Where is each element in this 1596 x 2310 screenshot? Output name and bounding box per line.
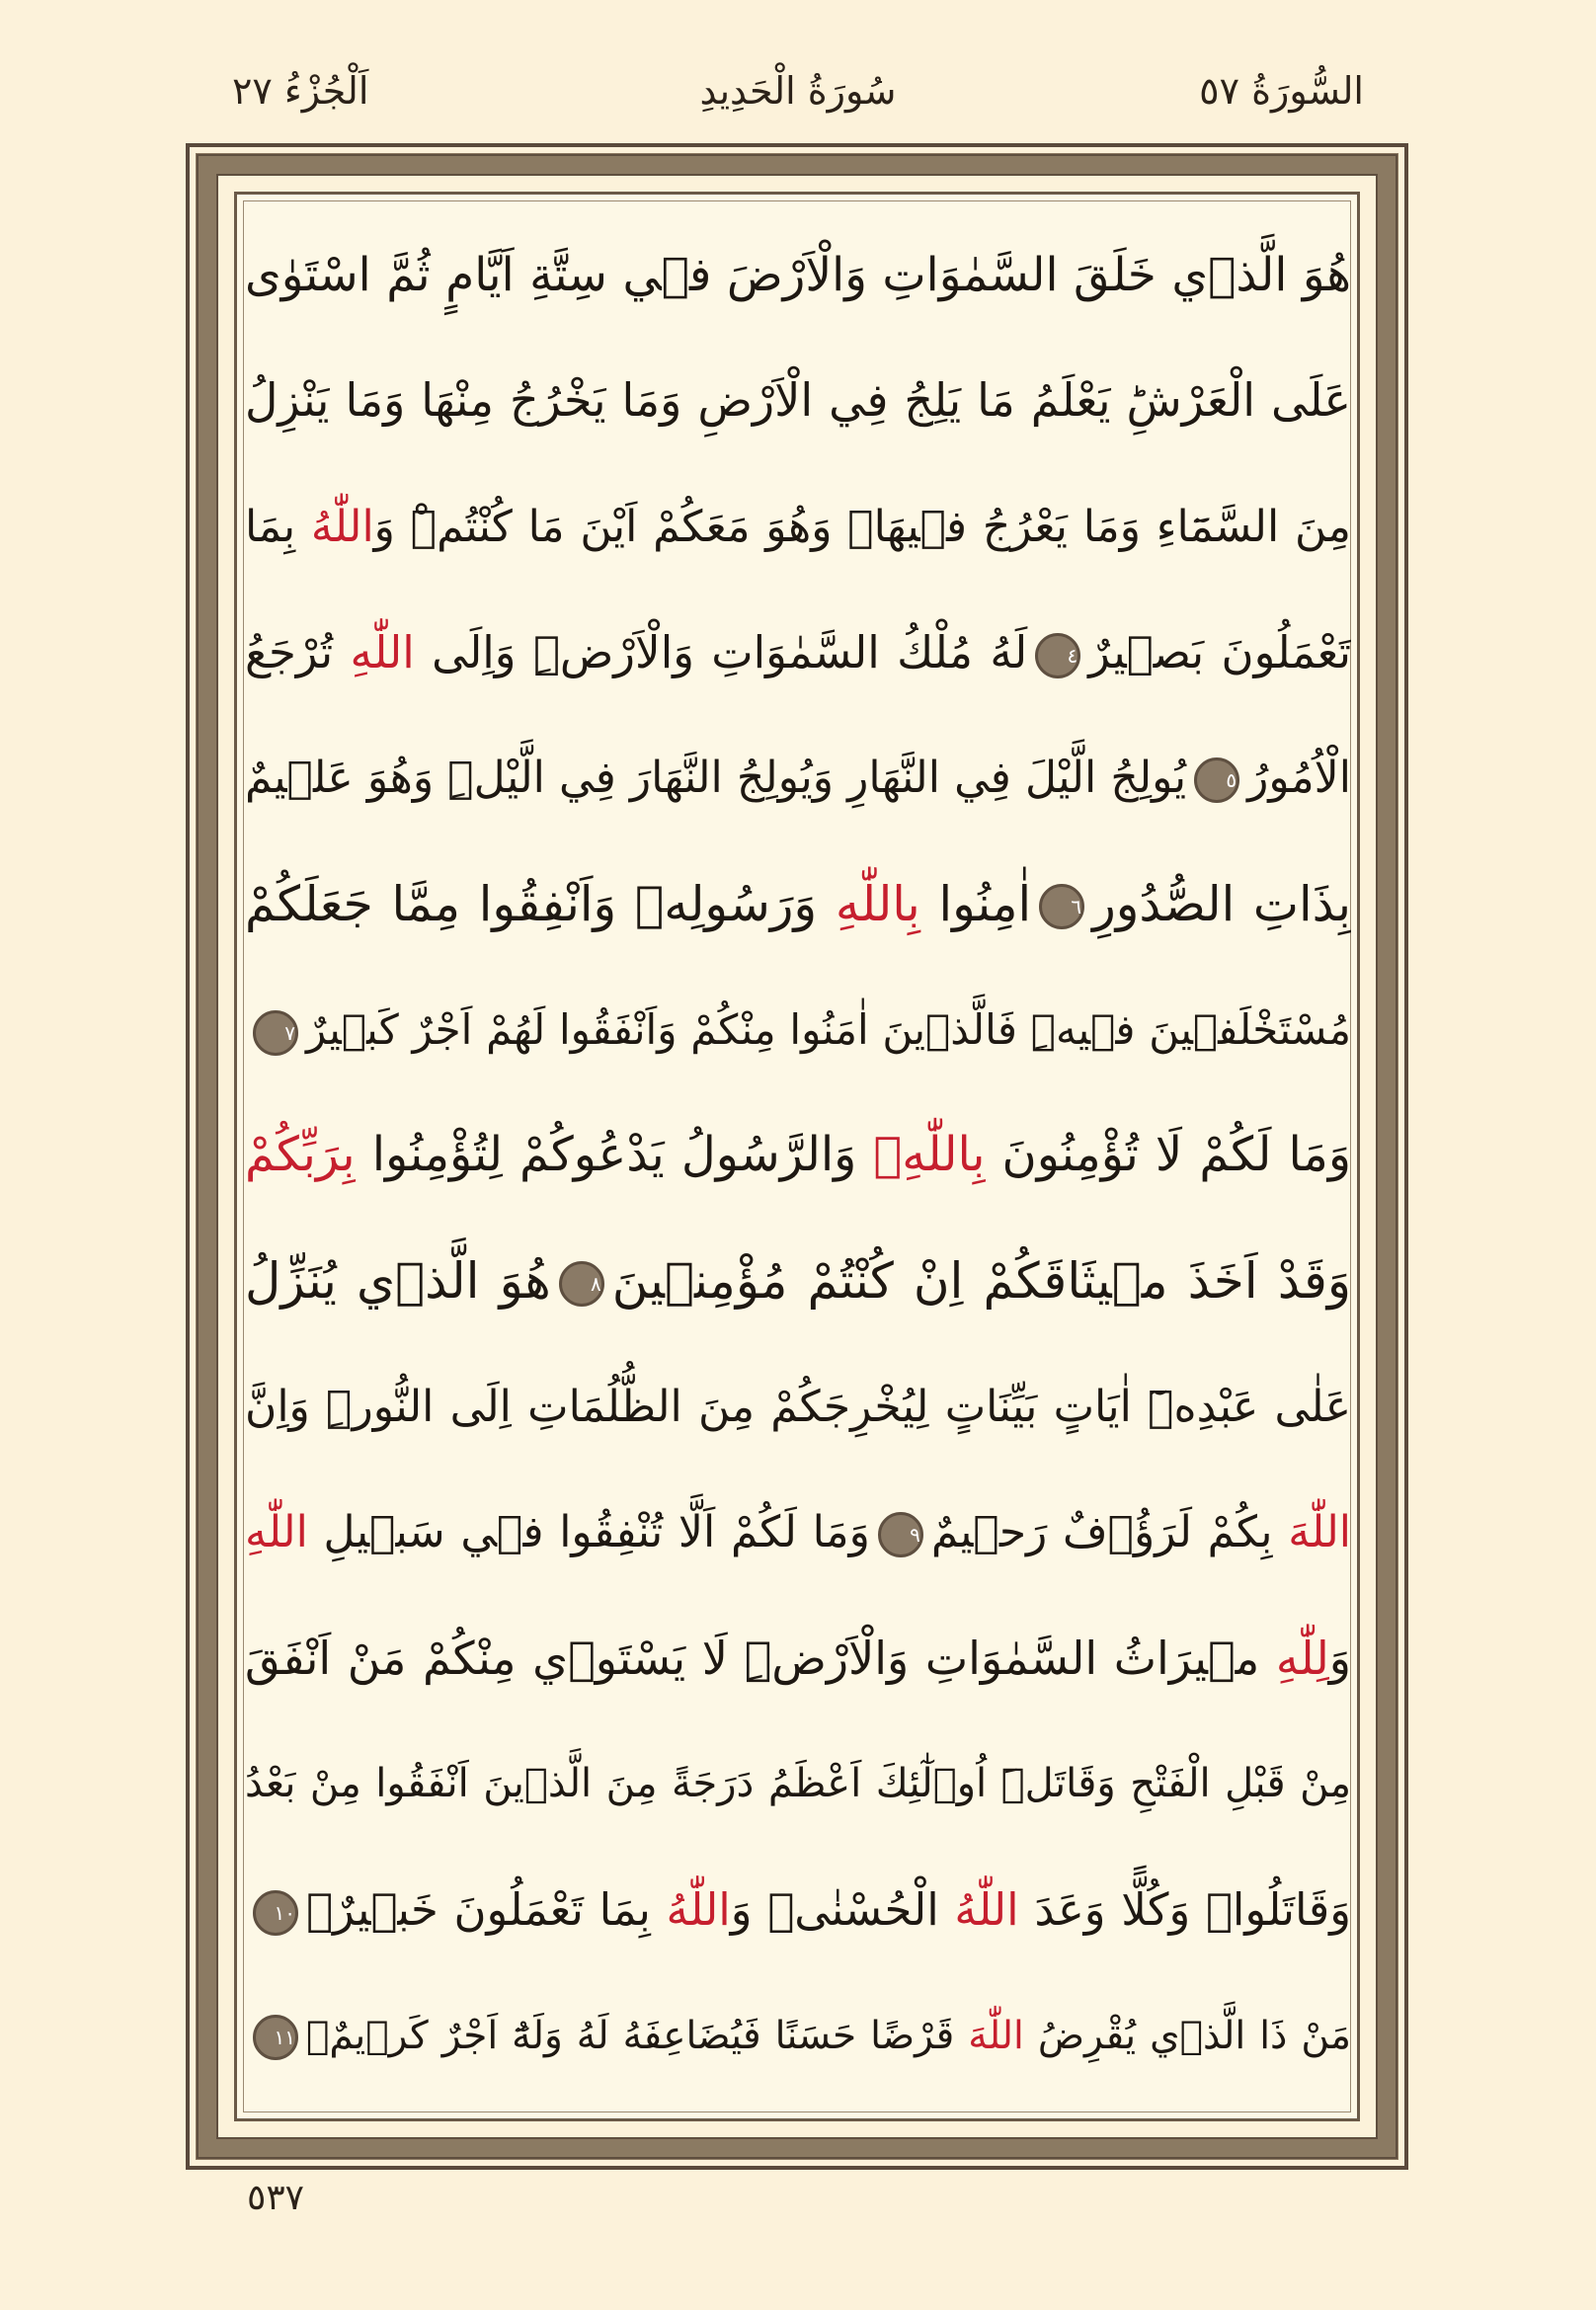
verse-text: بِمَا	[245, 501, 311, 552]
ayah-marker: ٩	[878, 1512, 923, 1557]
verse-text: بِكُمْ لَرَؤُ۫فٌ رَح۪يمٌ	[930, 1507, 1289, 1558]
juz-label: اَلْجُزْءُ ٢٧	[232, 69, 369, 113]
text-line	[245, 1847, 1351, 1972]
verse-text: تَعْمَلُونَ بَص۪يرٌ	[1088, 626, 1351, 678]
divine-name-text: بِاللّٰهِۚ	[873, 1127, 986, 1183]
ayah-marker: ٦	[1039, 884, 1084, 929]
text-line	[245, 1596, 1351, 1721]
verse-text: بِمَا تَعْمَلُونَ خَب۪يرٌ۟	[306, 1883, 667, 1937]
verse-text: وَرَسُولِه۪ وَاَنْفِقُوا مِمَّا جَعَلَكُمْ	[245, 875, 836, 932]
surah-name-title: سُورَةُ الْحَدِيدِ	[699, 69, 897, 113]
verse-text: يُولِجُ الَّيْلَ فِي النَّهَارِ وَيُولِجُ النَّهَارَ فِي الَّيْلِۜ وَهُوَ عَل۪يمٌ	[245, 753, 1187, 804]
verse-text: مُسْتَخْلَف۪ينَ ف۪يهِۜ فَالَّذ۪ينَ اٰمَنُوا مِنْكُمْ وَاَنْفَقُوا لَهُمْ اَجْرٌ كَب۪يرٌ	[306, 1005, 1351, 1054]
surah-number-label: السُّورَةُ ٥٧	[1199, 69, 1364, 113]
divine-name-text: لِلّٰهِ	[1275, 1631, 1329, 1685]
verse-text: تُرْجَعُ	[245, 626, 351, 678]
ayah-marker: ٥	[1194, 757, 1239, 803]
divine-name-text: اللّٰهِ	[350, 626, 415, 678]
text-line	[245, 338, 1351, 463]
divine-name-text: اللّٰهَ	[968, 2013, 1024, 2058]
text-line	[245, 1344, 1351, 1470]
divine-name-text: اللّٰهُ	[666, 1883, 731, 1937]
text-line	[245, 1721, 1351, 1847]
text-line	[245, 212, 1351, 338]
divine-name-text: اللّٰهَ	[1288, 1507, 1351, 1558]
divine-name-text: بِاللّٰهِ	[835, 875, 920, 932]
page-number: ٥٣٧	[247, 2178, 305, 2218]
ayah-marker: ٤	[1035, 633, 1080, 678]
divine-name-text: بِرَبِّكُمْ	[245, 1127, 356, 1183]
page-header	[0, 69, 1596, 138]
verse-text: م۪يرَاثُ السَّمٰوَاتِ وَالْاَرْضِۜ لَا يَسْتَو۪ي مِنْكُمْ مَنْ اَنْفَقَ	[245, 1631, 1276, 1685]
divine-name-text: اللّٰهُ	[954, 1883, 1019, 1937]
ayah-marker: ١٠	[253, 1890, 298, 1936]
verse-text: قَرْضًا حَسَنًا فَيُضَاعِفَهُ لَهُ وَلَهُٓ اَجْرٌ كَر۪يمٌ۟	[306, 2013, 969, 2058]
text-line	[245, 1092, 1351, 1218]
text-line	[245, 841, 1351, 967]
text-line	[245, 464, 1351, 590]
text-line	[245, 1470, 1351, 1595]
ayah-marker: ٧	[253, 1010, 298, 1056]
divine-name-text: اللّٰهِ	[245, 1507, 308, 1558]
text-line	[245, 1973, 1351, 2099]
verse-text: عَلَى الْعَرْشِؕ يَعْلَمُ مَا يَلِجُ فِي الْاَرْضِ وَمَا يَخْرُجُ مِنْهَا وَمَا يَنْزِلُ	[245, 373, 1351, 428]
text-line	[245, 590, 1351, 715]
text-line	[245, 715, 1351, 840]
verse-text: هُوَ الَّذ۪ي خَلَقَ السَّمٰوَاتِ وَالْاَرْضَ ف۪ي سِتَّةِ اَيَّامٍ ثُمَّ اسْتَوٰى	[245, 248, 1351, 302]
verse-text: وَمَا لَكُمْ اَلَّا تُنْفِقُوا ف۪ي سَب۪يلِ	[307, 1507, 870, 1558]
verse-text: مِنْ قَبْلِ الْفَتْحِ وَقَاتَلَۜ اُو۬لٰٓئِكَ اَعْظَمُ دَرَجَةً مِنَ الَّذ۪ينَ اَنْفَقُوا مِنْ بَعْدُ	[245, 1761, 1351, 1806]
verse-text: الْاُمُورُ	[1247, 753, 1351, 804]
quran-text-block	[245, 212, 1351, 2099]
verse-text: وَ	[1328, 1631, 1351, 1685]
verse-text: الْحُسْنٰىۜ وَ	[730, 1883, 955, 1937]
text-line	[245, 967, 1351, 1092]
ayah-marker: ١١	[253, 2015, 298, 2060]
verse-text: اٰمِنُوا	[919, 875, 1032, 932]
verse-text: مِنَ السَّمَٓاءِ وَمَا يَعْرُجُ ف۪يهَاۜ وَهُوَ مَعَكُمْ اَيْنَ مَا كُنْتُمْۜ وَ	[373, 501, 1351, 552]
ayah-marker: ٨	[559, 1261, 604, 1307]
verse-text: وَقَاتَلُواۜ وَكُلًّا وَعَدَ	[1018, 1883, 1351, 1937]
text-line	[245, 1219, 1351, 1344]
verse-text: وَالرَّسُولُ يَدْعُوكُمْ لِتُؤْمِنُوا	[355, 1127, 874, 1183]
verse-text: بِذَاتِ الصُّدُورِ	[1092, 875, 1351, 932]
verse-text: عَلٰى عَبْدِه۪ٓ اٰيَاتٍ بَيِّنَاتٍ لِيُخْرِجَكُمْ مِنَ الظُّلُمَاتِ اِلَى النُّورِۜ وَاِنَّ	[245, 1382, 1351, 1432]
divine-name-text: اللّٰهُ	[310, 501, 374, 552]
verse-text: وَقَدْ اَخَذَ م۪يثَاقَكُمْ اِنْ كُنْتُمْ مُؤْمِن۪ينَ	[611, 1251, 1351, 1310]
verse-text: وَمَا لَكُمْ لَا تُؤْمِنُونَ	[985, 1127, 1351, 1183]
verse-text: لَهُ مُلْكُ السَّمٰوَاتِ وَالْاَرْضِۜ وَاِلَى	[414, 626, 1028, 678]
verse-text: مَنْ ذَا الَّذ۪ي يُقْرِضُ	[1023, 2013, 1351, 2058]
verse-text: هُوَ الَّذ۪ي يُنَزِّلُ	[245, 1251, 551, 1310]
